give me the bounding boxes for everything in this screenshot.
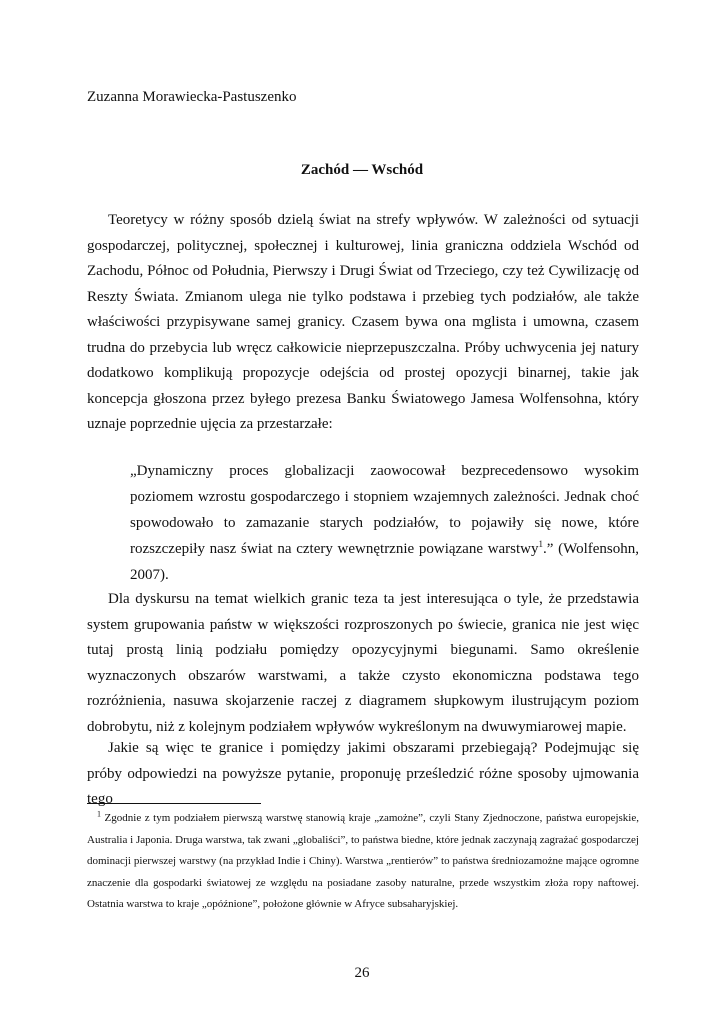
page-number: 26: [354, 965, 370, 981]
quote-citation: .” (Wolfensohn, 2007).: [130, 541, 639, 583]
footnote-mark: 1: [97, 809, 101, 819]
footnote-text: Zgodnie z tym podziałem pierwszą warstwę stanowią kraje „zamożne”, czyli Stany Zjednoczone, państwa europejskie, Australia i Japonia. Druga warstwa, tak zwani „globaliści”, to państwa biedne, które jednak zaczynają zagrażać gospodarczej dominacji pierwszej warstwy (na przykład Indie i Chiny). Warstwa „rentierów” to państwa średniozamożne mające ogromne znaczenie dla gospodarki światowej ze względu na posiadane zasoby naturalne, przede wszystkim złoża ropy naftowej. Ostatnia warstwa to kraje „opóźnione”, położone głównie w Afryce subsaharyjskiej.: [87, 812, 639, 910]
paragraph-discourse: Dla dyskursu na temat wielkich granic teza ta jest interesująca o tyle, że przedstawia system grupowania państw w większości rozproszonych po świecie, granica nie jest więc tutaj prostą linią podziału pomiędzy opozycyjnymi biegunami. Samo określenie wyznaczonych obszarów warstwami, a także czysto ekonomiczna podstawa tego rozróżnienia, nasuwa skojarzenie raczej z diagramem słupkowym ilustrującym poziom dobrobytu, niż z kolejnym podziałem wpływów wykreślonym na dwuwymiarowej mapie.: [87, 591, 639, 735]
paragraph-intro: Teoretycy w różny sposób dzielą świat na strefy wpływów. W zależności od sytuacji gospodarczej, politycznej, społecznej i kulturowej, linia graniczna oddziela Wschód od Zachodu, Północ od Południa, Pierwszy i Drugi Świat od Trzeciego, czy też Cywilizację od Reszty Świata. Zmianom ulega nie tylko podstawa i przebieg tych podziałów, ale także właściwości przypisywane samej granicy. Czasem bywa ona mglista i umowna, czasem trudna do przebycia lub wręcz całkowicie nieprzepuszczalna. Próby uchwycenia jej natury dodatkowo komplikują propozycje odejścia od prostej opozycji binarnej, takie jak koncepcja głoszona przez byłego prezesa Banku Światowego Jamesa Wolfensohna, który uznaje poprzednie ujęcia za przestarzałe:: [87, 212, 639, 432]
footnote-reference[interactable]: 1: [538, 539, 544, 549]
article-title: Zachód — Wschód: [300, 162, 424, 178]
quote-text: „Dynamiczny proces globalizacji zaowocował bezprecedensowo wysokim poziomem wzrostu gospodarczego i stopniem wzajemnych zależności. Jednak choć spowodowało to zamazanie starych podziałów, to pojawiły się nowe, które rozszczepiły nasz świat na cztery wewnętrznie powiązane warstwy: [130, 463, 639, 557]
block-quote: [130, 458, 639, 588]
author-name: Zuzanna Morawiecka-Pastuszenko: [87, 89, 297, 105]
footnote: [87, 808, 639, 916]
footnote-separator: [87, 803, 261, 804]
paragraph-question: Jakie są więc te granice i pomiędzy jakimi obszarami przebiegają? Podejmując się próby odpowiedzi na powyższe pytanie, proponuję prześledzić różne sposoby ujmowania tego: [87, 740, 639, 807]
